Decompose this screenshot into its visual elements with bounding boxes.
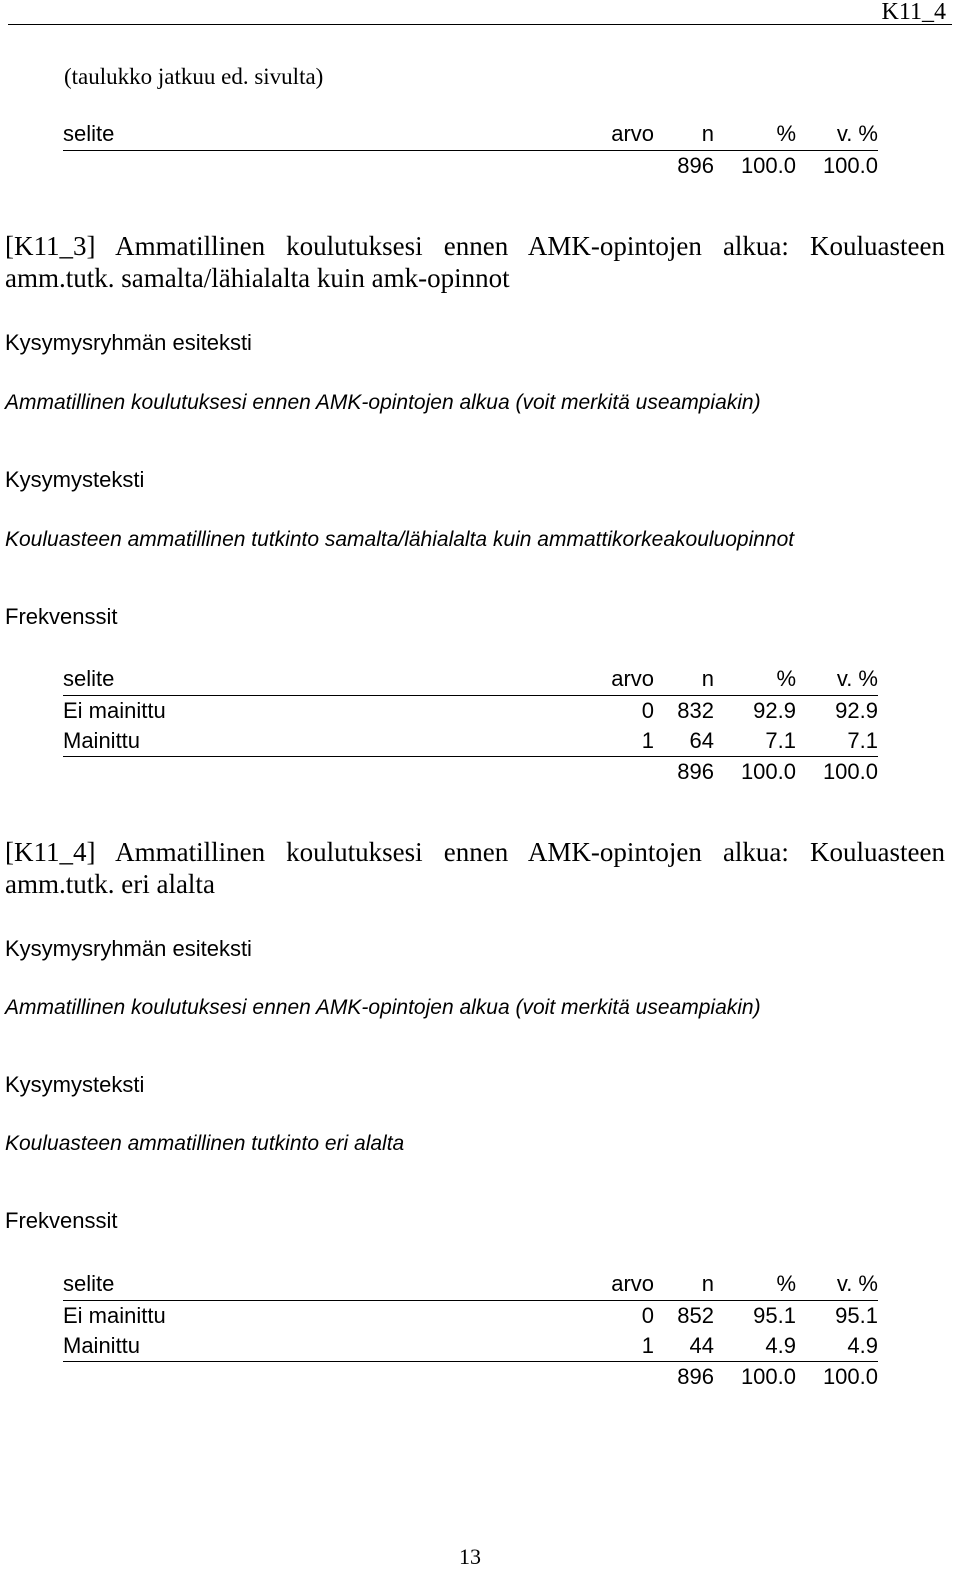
table-header-row xyxy=(63,663,878,696)
row-pct: 7.1 xyxy=(765,728,796,753)
row-pct: 92.9 xyxy=(753,698,796,723)
row-selite: Mainittu xyxy=(63,728,141,753)
frequency-table-k11-3 xyxy=(63,663,878,787)
row-pct: 95.1 xyxy=(753,1303,796,1328)
total-vpct: 100.0 xyxy=(822,153,878,178)
group-label: Kysymysryhmän esiteksti xyxy=(5,330,252,355)
group-text: Ammatillinen koulutuksesi ennen AMK-opintojen alkua (voit merkitä useampiakin) xyxy=(5,996,761,1019)
section-title-k11-3: [K11_3] Ammatillinen koulutuksesi ennen AMK-opintojen alkua: Kouluasteen amm.tutk. samalta/lähialalta kuin amk-opinnot xyxy=(5,231,945,293)
row-arvo: 0 xyxy=(641,1303,654,1328)
section-title-k11-4: [K11_4] Ammatillinen koulutuksesi ennen AMK-opintojen alkua: Kouluasteen amm.tutk. eri alalta xyxy=(5,837,945,899)
table-total-row xyxy=(63,151,878,182)
col-selite: selite xyxy=(63,121,115,146)
row-n: 832 xyxy=(677,698,714,723)
row-n: 852 xyxy=(677,1303,714,1328)
col-pct: % xyxy=(776,1271,796,1296)
row-vpct: 95.1 xyxy=(835,1303,878,1328)
row-arvo: 1 xyxy=(641,1333,654,1358)
table-header-row xyxy=(63,1268,878,1301)
row-selite: Ei mainittu xyxy=(63,698,166,723)
row-n: 64 xyxy=(689,728,714,753)
frequency-table-k11-4 xyxy=(63,1268,878,1392)
row-vpct: 4.9 xyxy=(847,1333,878,1358)
total-n: 896 xyxy=(677,153,714,178)
table-total-row xyxy=(63,1362,878,1393)
row-selite: Ei mainittu xyxy=(63,1303,166,1328)
col-pct: % xyxy=(776,666,796,691)
col-n: n xyxy=(701,121,714,146)
row-n: 44 xyxy=(689,1333,714,1358)
table-row xyxy=(63,696,878,727)
col-selite: selite xyxy=(63,666,115,691)
row-arvo: 1 xyxy=(641,728,654,753)
page-header-rule xyxy=(8,24,952,25)
table-row xyxy=(63,1301,878,1332)
row-pct: 4.9 xyxy=(765,1333,796,1358)
col-vpct: v. % xyxy=(836,121,878,146)
col-arvo: arvo xyxy=(611,666,654,691)
row-selite: Mainittu xyxy=(63,1333,141,1358)
question-text: Kouluasteen ammatillinen tutkinto samalta/lähialalta kuin ammattikorkeakouluopinnot xyxy=(5,528,795,551)
row-vpct: 7.1 xyxy=(847,728,878,753)
col-arvo: arvo xyxy=(611,1271,654,1296)
total-pct: 100.0 xyxy=(714,757,796,788)
question-text: Kouluasteen ammatillinen tutkinto eri alalta xyxy=(5,1132,405,1155)
col-pct: % xyxy=(776,121,796,146)
group-text: Ammatillinen koulutuksesi ennen AMK-opintojen alkua (voit merkitä useampiakin) xyxy=(5,391,761,414)
total-pct: 100.0 xyxy=(740,153,796,178)
continuation-note: (taulukko jatkuu ed. sivulta) xyxy=(64,64,324,89)
page-header: K11_4 xyxy=(881,0,946,25)
group-label: Kysymysryhmän esiteksti xyxy=(5,936,252,961)
question-label: Kysymysteksti xyxy=(5,467,145,492)
page-number: 13 xyxy=(459,1544,481,1569)
continued-frequency-table xyxy=(63,118,878,181)
table-header-row xyxy=(63,118,878,151)
total-vpct: 100.0 xyxy=(796,757,878,788)
col-selite: selite xyxy=(63,1271,115,1296)
total-vpct: 100.0 xyxy=(796,1362,878,1393)
table-row xyxy=(63,1331,878,1362)
col-vpct: v. % xyxy=(836,666,878,691)
col-n: n xyxy=(701,1271,714,1296)
total-n: 896 xyxy=(654,1362,714,1393)
frequencies-label: Frekvenssit xyxy=(5,604,118,629)
frequencies-label: Frekvenssit xyxy=(5,1208,118,1233)
total-pct: 100.0 xyxy=(714,1362,796,1393)
row-arvo: 0 xyxy=(641,698,654,723)
question-label: Kysymysteksti xyxy=(5,1072,145,1097)
col-vpct: v. % xyxy=(836,1271,878,1296)
table-row xyxy=(63,726,878,757)
col-arvo: arvo xyxy=(611,121,654,146)
table-total-row xyxy=(63,757,878,788)
col-n: n xyxy=(701,666,714,691)
total-n: 896 xyxy=(654,757,714,788)
row-vpct: 92.9 xyxy=(835,698,878,723)
